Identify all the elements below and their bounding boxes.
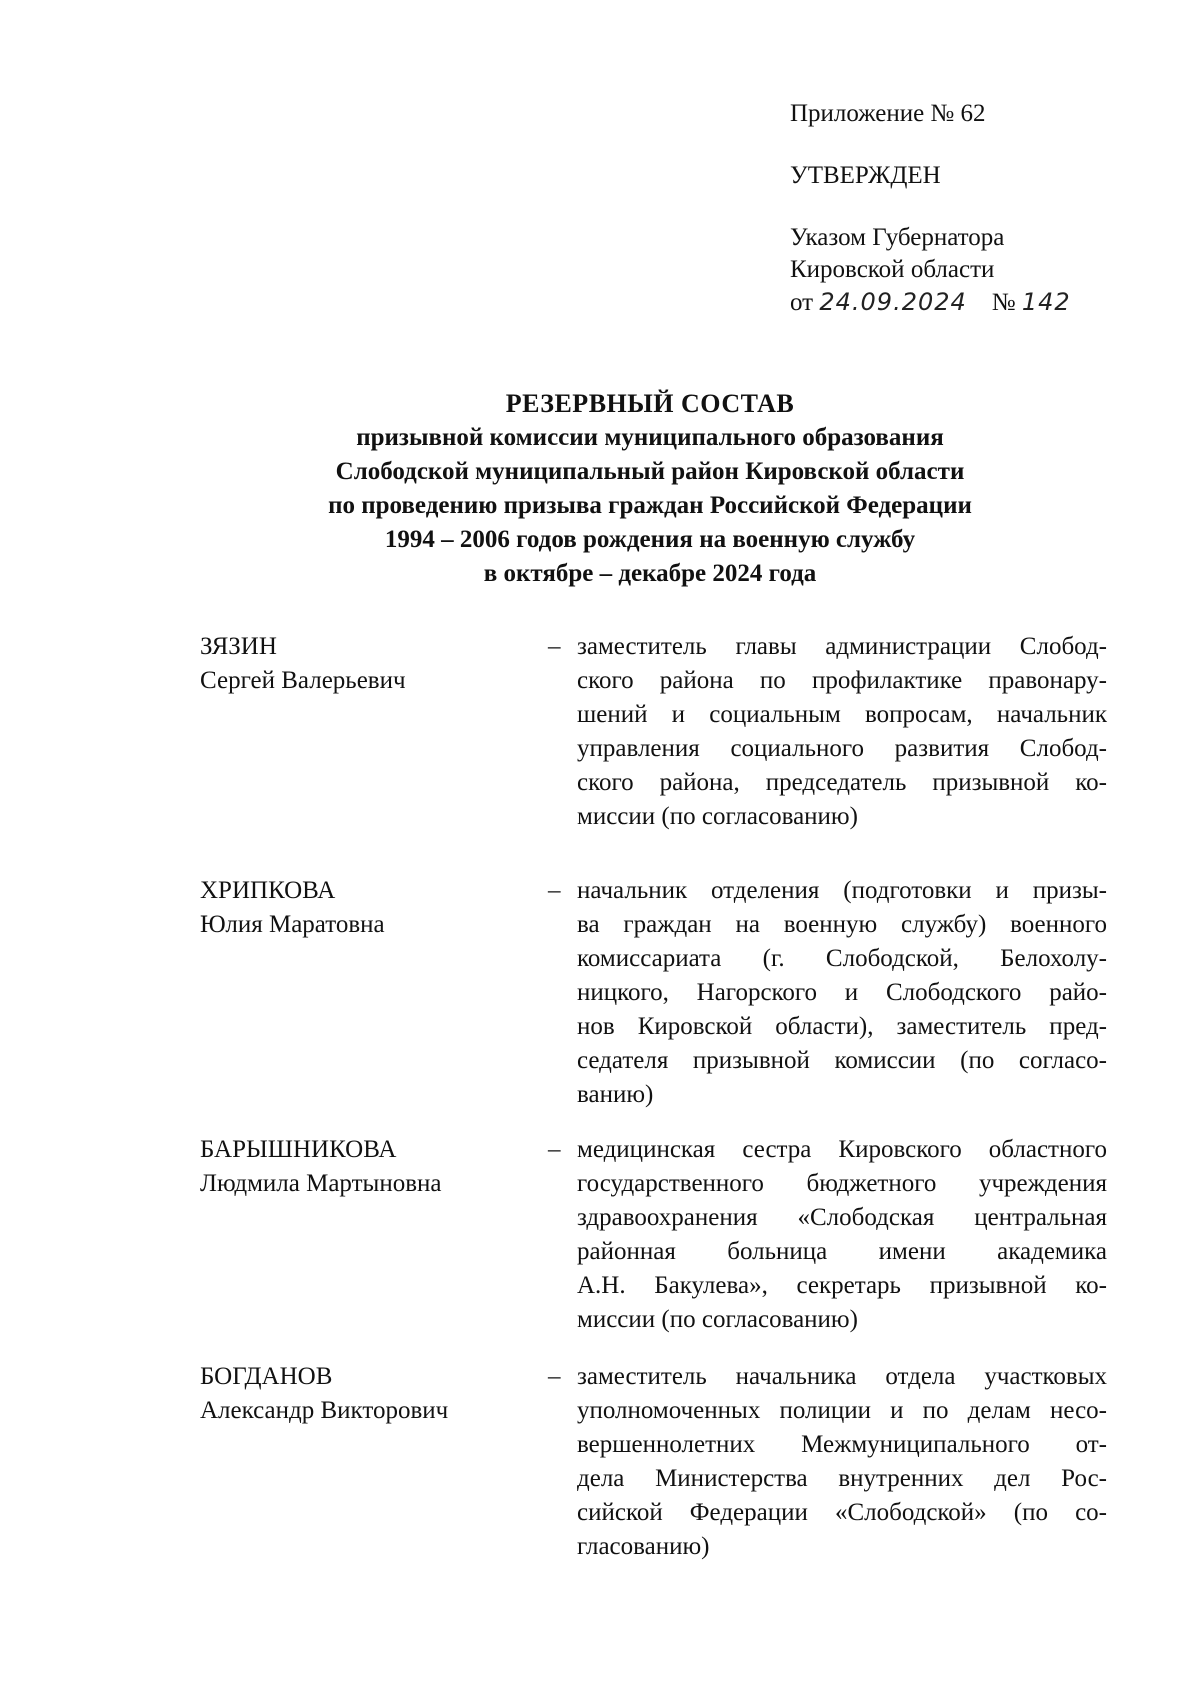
number-prefix: № xyxy=(991,289,1016,316)
member-name xyxy=(200,1133,530,1201)
description-line: начальник отделения (подготовки и призы- xyxy=(577,877,1107,904)
decree-date-line xyxy=(790,286,1071,318)
member-description xyxy=(577,630,1107,834)
description-line: ского района, председатель призывной ко- xyxy=(577,769,1107,796)
description-line: седателя призывной комиссии (по согласо- xyxy=(577,1047,1107,1074)
decree-line-1: Указом Губернатора xyxy=(790,224,1005,251)
description-line: комиссариата (г. Слободской, Белохолу- xyxy=(577,945,1107,972)
description-line: ванию) xyxy=(577,1081,654,1108)
description-line: ского района по профилактике правонару- xyxy=(577,667,1107,694)
description-line: дела Министерства внутренних дел Рос- xyxy=(577,1465,1107,1492)
description-line: заместитель начальника отдела участковых xyxy=(577,1363,1107,1390)
member-dash: – xyxy=(548,1363,561,1390)
title-line-1: РЕЗЕРВНЫЙ СОСТАВ xyxy=(505,389,795,418)
member-given-name: Сергей Валерьевич xyxy=(200,667,406,694)
appendix-number: Приложение № 62 xyxy=(790,100,986,127)
member-description xyxy=(577,1133,1107,1337)
description-line: шений и социальным вопросам, начальник xyxy=(577,701,1107,728)
handwritten-number: 142 xyxy=(1021,288,1071,316)
description-line: гласованию) xyxy=(577,1533,710,1560)
member-dash: – xyxy=(548,877,561,904)
member-name xyxy=(200,1360,530,1428)
approved-label: УТВЕРЖДЕН xyxy=(790,162,941,189)
title-line-4: по проведению призыва граждан Российской Федерации xyxy=(328,492,972,519)
description-line: нов Кировской области), заместитель пред- xyxy=(577,1013,1107,1040)
approval-stamp-block xyxy=(790,98,1071,318)
title-line-3: Слободской муниципальный район Кировской области xyxy=(335,458,965,485)
member-dash: – xyxy=(548,633,561,660)
member-description xyxy=(577,874,1107,1112)
description-line: заместитель главы администрации Слобод- xyxy=(577,633,1107,660)
member-surname: БАРЫШНИКОВА xyxy=(200,1136,397,1163)
description-line: уполномоченных полиции и по делам несо- xyxy=(577,1397,1107,1424)
decree-line-2: Кировской области xyxy=(790,256,995,283)
member-description xyxy=(577,1360,1107,1564)
document-title xyxy=(0,387,1200,591)
member-given-name: Юлия Маратовна xyxy=(200,911,385,938)
description-line: А.Н. Бакулева», секретарь призывной ко- xyxy=(577,1272,1107,1299)
date-prefix: от xyxy=(790,289,814,316)
title-line-5: 1994 – 2006 годов рождения на военную службу xyxy=(384,526,916,553)
member-given-name: Александр Викторович xyxy=(200,1397,449,1424)
description-line: вершеннолетних Межмуниципального от- xyxy=(577,1431,1107,1458)
member-surname: ЗЯЗИН xyxy=(200,633,277,660)
description-line: медицинская сестра Кировского областного xyxy=(577,1136,1107,1163)
description-line: ва граждан на военную службу) военного xyxy=(577,911,1107,938)
member-given-name: Людмила Мартыновна xyxy=(200,1170,442,1197)
title-line-2: призывной комиссии муниципального образования xyxy=(356,424,944,451)
member-name xyxy=(200,630,530,698)
member-surname: БОГДАНОВ xyxy=(200,1363,333,1390)
description-line: районная больница имени академика xyxy=(577,1238,1107,1265)
description-line: миссии (по согласованию) xyxy=(577,1306,858,1333)
description-line: сийской Федерации «Слободской» (по со- xyxy=(577,1499,1107,1526)
description-line: миссии (по согласованию) xyxy=(577,803,858,830)
description-line: ницкого, Нагорского и Слободского райо- xyxy=(577,979,1107,1006)
handwritten-date: 24.09.2024 xyxy=(819,288,967,316)
member-dash: – xyxy=(548,1136,561,1163)
title-line-6: в октябре – декабре 2024 года xyxy=(483,560,817,587)
member-surname: ХРИПКОВА xyxy=(200,877,336,904)
description-line: управления социального развития Слобод- xyxy=(577,735,1107,762)
member-name xyxy=(200,874,530,942)
description-line: здравоохранения «Слободская центральная xyxy=(577,1204,1107,1231)
description-line: государственного бюджетного учреждения xyxy=(577,1170,1107,1197)
